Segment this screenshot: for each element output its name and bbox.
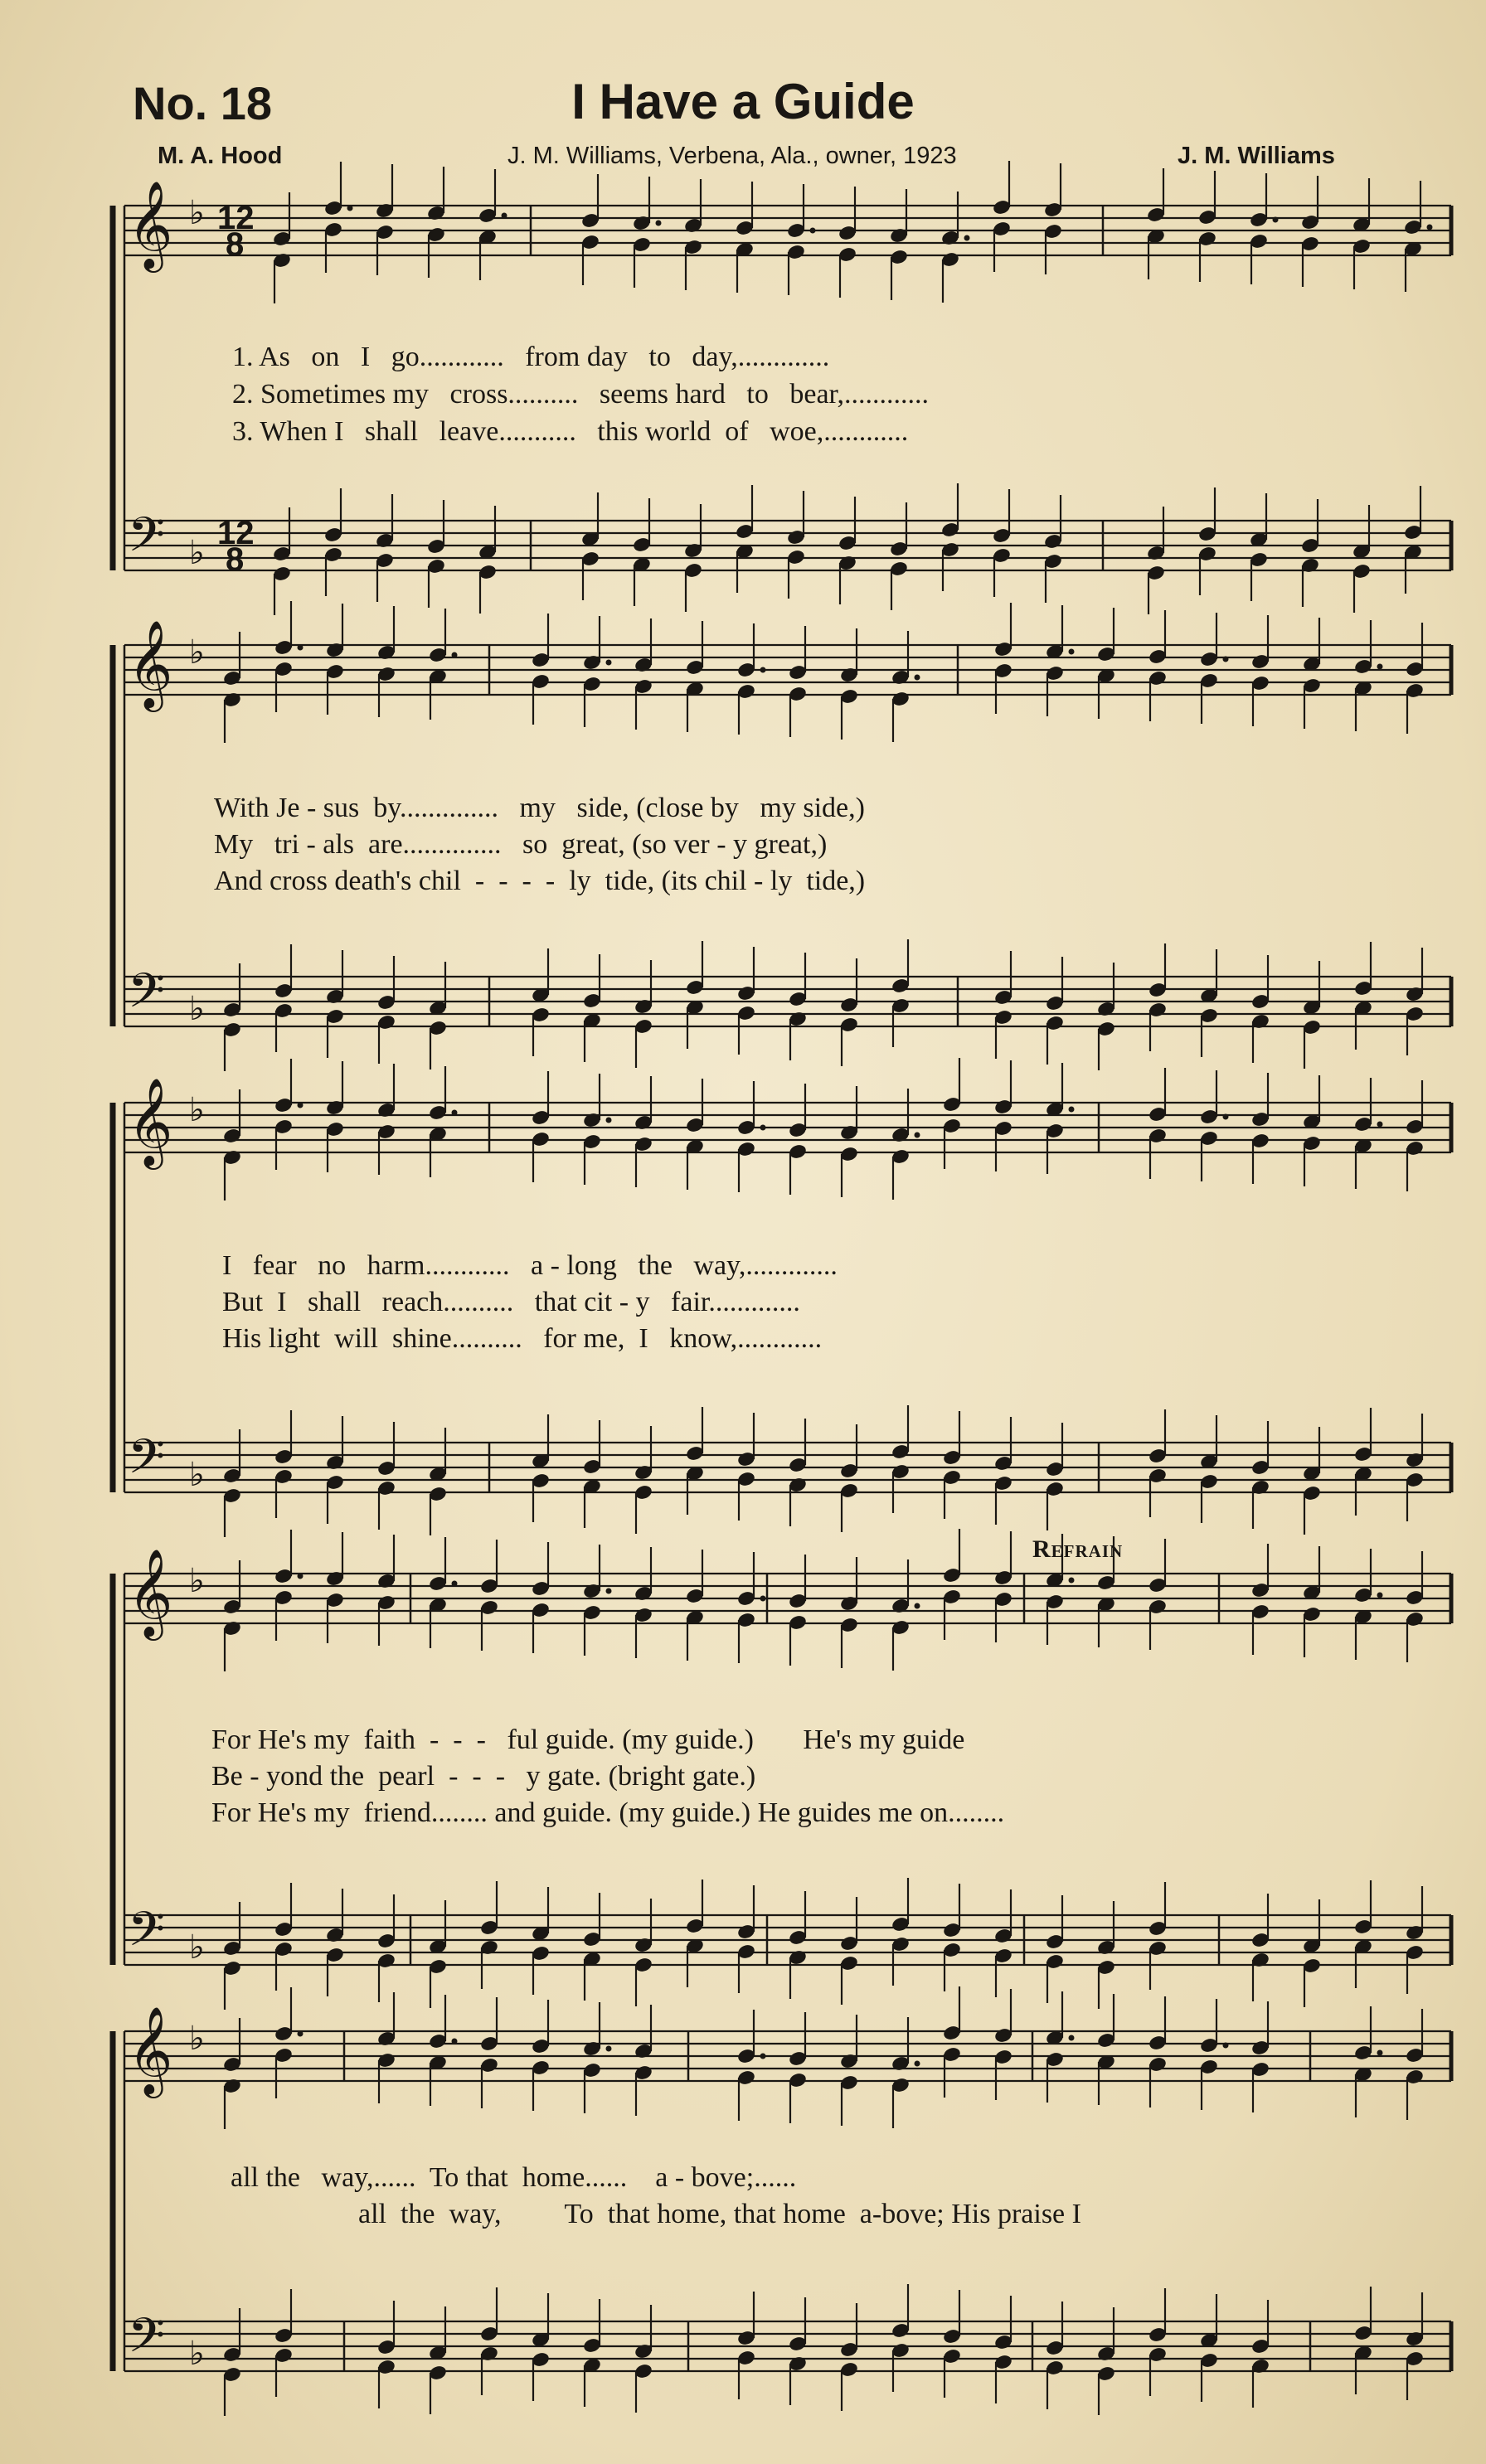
bass-clef: 𝄢 — [128, 1428, 166, 1496]
bass-clef: 𝄢 — [128, 507, 166, 575]
refrain-label: Refrain — [1032, 1535, 1124, 1563]
key-signature-flat: ♭ — [189, 2020, 205, 2058]
key-signature-flat: ♭ — [189, 990, 205, 1028]
treble-clef: 𝄞 — [128, 180, 173, 269]
lyric-line: My tri - als are.............. so great, (so ver - y great,) — [214, 829, 828, 860]
lyric-line: For He's my friend........ and guide. (my guide.) He guides me on........ — [211, 1797, 1005, 1828]
lyric-line: I fear no harm............ a - long the way,............. — [222, 1250, 838, 1281]
copyright-notice: J. M. Williams, Verbena, Ala., owner, 1923 — [507, 143, 957, 169]
key-signature-flat: ♭ — [189, 1562, 205, 1600]
treble-clef: 𝄞 — [128, 1077, 173, 1166]
lyric-line: For He's my faith - - - ful guide. (my guide.) He's my guide — [211, 1724, 965, 1755]
key-signature-flat: ♭ — [189, 2335, 205, 2373]
treble-clef: 𝄞 — [128, 619, 173, 708]
key-signature-flat: ♭ — [189, 1456, 205, 1494]
lyric-line: With Je - sus by.............. my side, (close by my side,) — [214, 793, 865, 823]
lyric-line: Be - yond the pearl - - - y gate. (bright gate.) — [211, 1761, 756, 1792]
lyric-line: 2. Sometimes my cross.......... seems hard to bear,............ — [232, 379, 930, 410]
key-signature-flat: ♭ — [189, 633, 205, 672]
lyric-line: 3. When I shall leave........... this world of woe,............ — [232, 416, 909, 447]
lyric-line: all the way,...... To that home...... a - bove;...... — [231, 2162, 797, 2193]
treble-clef: 𝄞 — [128, 2006, 173, 2094]
time-signature-numerator: 12 — [217, 515, 255, 551]
composer-credit: J. M. Williams — [1178, 143, 1335, 169]
treble-clef: 𝄞 — [128, 1548, 173, 1637]
key-signature-flat: ♭ — [189, 1928, 205, 1967]
lyric-line: And cross death's chil - - - - ly tide, (its chil - ly tide,) — [214, 866, 866, 896]
lyricist-credit: M. A. Hood — [158, 143, 283, 169]
bass-clef: 𝄢 — [128, 1901, 166, 1969]
lyric-line: all the way, To that home, that home a-bove; His praise I — [358, 2199, 1081, 2229]
key-signature-flat: ♭ — [189, 194, 205, 232]
bass-clef: 𝄢 — [128, 2307, 166, 2375]
lyric-line: His light will shine.......... for me, I know,............ — [222, 1323, 823, 1354]
key-signature-flat: ♭ — [189, 534, 205, 572]
lyric-line: But I shall reach.......... that cit - y fair............. — [222, 1287, 800, 1317]
time-signature-denominator: 8 — [226, 541, 245, 578]
key-signature-flat: ♭ — [189, 1091, 205, 1129]
time-signature-numerator: 12 — [217, 200, 255, 236]
hymn-number: No. 18 — [133, 77, 273, 129]
hymn-title: I Have a Guide — [571, 74, 915, 129]
lyric-line: 1. As on I go............ from day to day,............. — [232, 342, 830, 372]
bass-clef: 𝄢 — [128, 963, 166, 1031]
time-signature-denominator: 8 — [226, 226, 245, 263]
